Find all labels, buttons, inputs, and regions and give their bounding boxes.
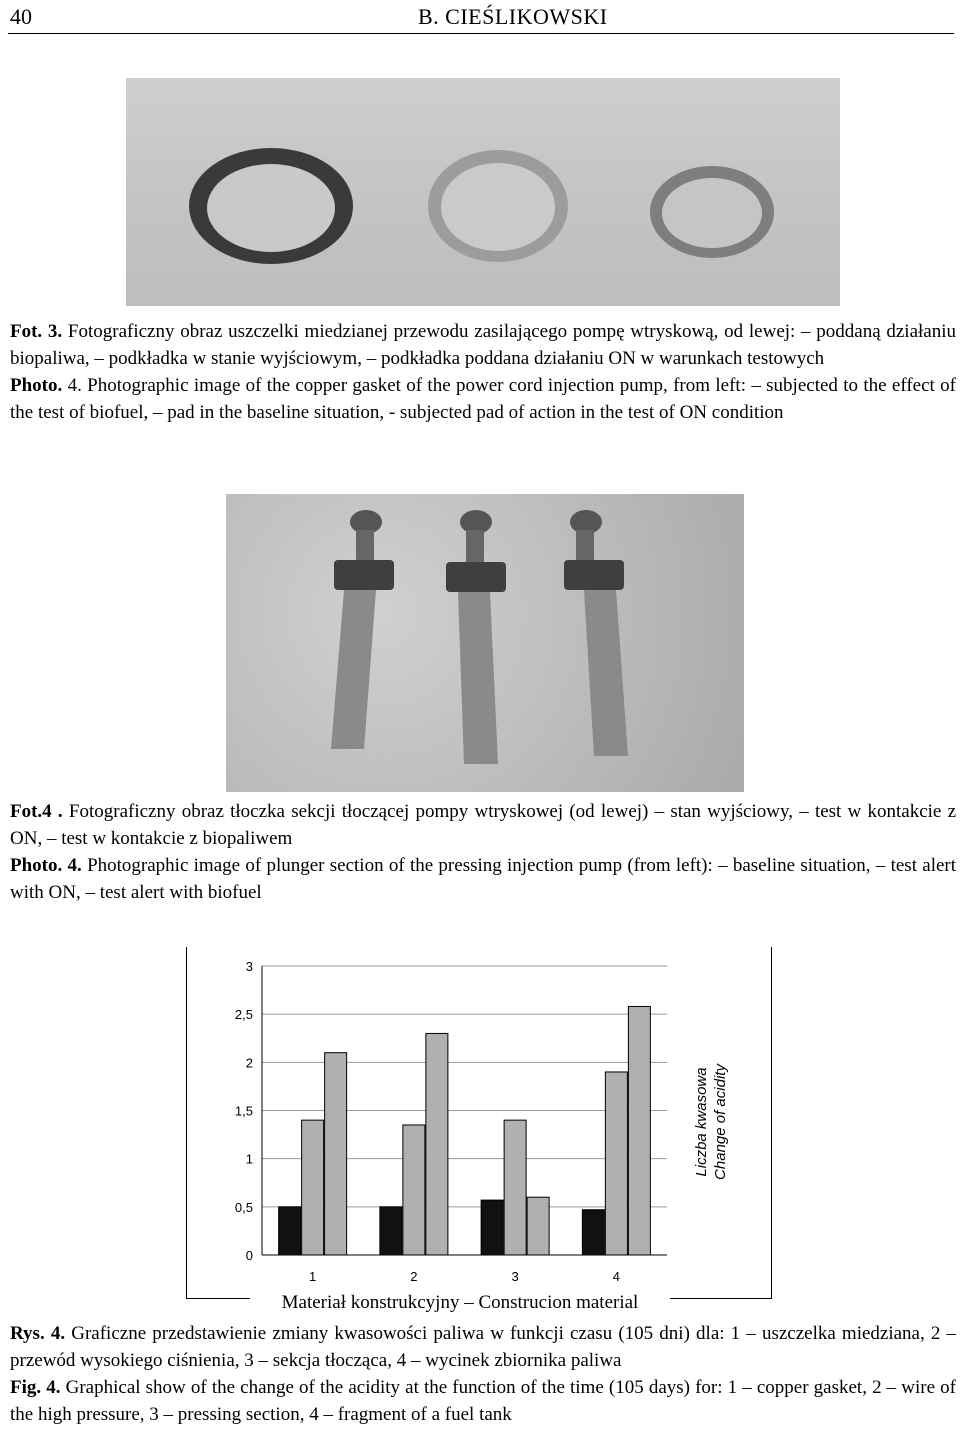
running-author: B. CIEŚLIKOWSKI xyxy=(418,4,608,29)
gaskets-photo xyxy=(126,78,840,306)
plungers-photo xyxy=(226,494,744,792)
x-axis-title: Materiał konstrukcyjny – Construcion material xyxy=(250,1292,670,1314)
y-tick-label: 3 xyxy=(245,959,253,974)
fig3-en-label: Photo. xyxy=(10,375,63,396)
fig4-en-label: Photo. 4. xyxy=(10,855,82,876)
frame-right-line xyxy=(771,947,772,1299)
y-axis-label-en: Change of acidity xyxy=(712,1064,729,1180)
rys4-en-label: Fig. 4. xyxy=(10,1377,61,1398)
rys4-caption xyxy=(10,1320,956,1428)
rys4-en-text: Graphical show of the change of the acidity at the function of the time (105 days) for: 1 – copper gasket, 2 – wire of the high pressure, 3 – pressing section, 4 – fragment of a fuel tank xyxy=(10,1377,957,1425)
fig3-caption xyxy=(10,318,956,426)
fig4-pl-text: Fotograficzny obraz tłoczka sekcji tłoczącej pompy wtryskowej (od lewej) – stan wyjściowy, – test w kontakcie z ON, – test w kontakcie z biopaliwem xyxy=(10,801,957,849)
y-tick-label: 2,5 xyxy=(234,1007,253,1023)
fig4-caption xyxy=(10,798,956,906)
x-tick-label: 2 xyxy=(410,1269,418,1284)
plungers-illustration xyxy=(226,494,744,792)
page-number: 40 xyxy=(10,4,32,29)
x-tick-label: 1 xyxy=(309,1269,317,1284)
fig4-en-text: Photographic image of plunger section of the pressing injection pump (from left): – baseline situation, – test alert with ON, – test alert with biofuel xyxy=(10,855,957,903)
fig4-pl-label: Fot.4 . xyxy=(10,801,63,822)
x-tick-label: 3 xyxy=(511,1269,519,1284)
fig3-pl-label: Fot. 3. xyxy=(10,321,63,342)
frame-left-line xyxy=(186,947,187,1299)
y-tick-label: 0 xyxy=(245,1248,253,1263)
y-tick-label: 1,5 xyxy=(234,1103,253,1119)
fig3-en-text: 4. Photographic image of the copper gasket of the power cord injection pump, from left: – subjected to the effect of the test of biofuel, – pad in the baseline situation, - subjected pad of action in the test of ON condition xyxy=(10,375,956,423)
fig3-pl-text: Fotograficzny obraz uszczelki miedzianej przewodu zasilającego pompę wtryskową, od lewej: – poddaną działaniu biopaliwa, – podkładka w stanie wyjściowym, – podkładka poddana działaniu ON w warunkach testowych xyxy=(10,321,957,369)
y-tick-label: 2 xyxy=(245,1055,253,1071)
y-axis-label-pl: Liczba kwasowa xyxy=(693,1067,710,1177)
header-rule xyxy=(8,33,954,34)
rys4-pl-text: Graficzne przedstawienie zmiany kwasowości paliwa w funkcji czasu (105 dni) dla: 1 – uszczelka miedziana, 2 – przewód wysokiego ciśnienia, 3 – sekcja tłocząca, 4 – wycinek zbiornika paliwa xyxy=(10,1323,957,1371)
chart-frame xyxy=(186,947,772,1299)
rys4-pl-label: Rys. 4. xyxy=(10,1323,66,1344)
running-header xyxy=(10,4,954,34)
gaskets-illustration xyxy=(126,78,840,306)
x-tick-label: 4 xyxy=(612,1269,620,1284)
y-tick-label: 0,5 xyxy=(234,1199,253,1215)
y-tick-label: 1 xyxy=(245,1151,253,1167)
